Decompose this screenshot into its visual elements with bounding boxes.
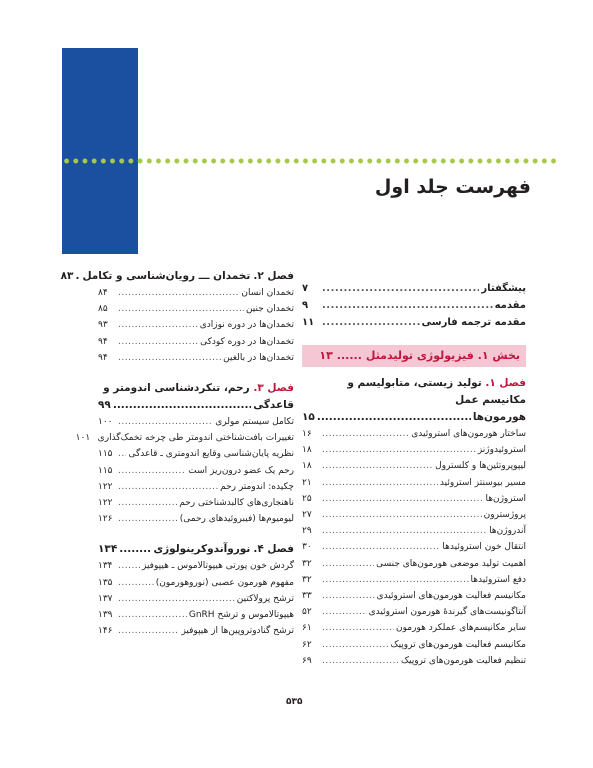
page-number: ۵۳۵ xyxy=(286,697,303,707)
chapter-label: فصل ۴. xyxy=(253,543,294,556)
toc-entry[interactable] xyxy=(98,414,294,430)
toc-entry-title: ترشح گنادوتروپین‌ها از هیپوفیز xyxy=(181,626,294,637)
toc-entry[interactable] xyxy=(98,591,294,607)
toc-leader-dots xyxy=(322,653,399,669)
chapter-title-line2: هورمون‌ها xyxy=(472,411,526,423)
toc-leader-dots xyxy=(118,495,177,511)
toc-entry-title: نظریه پایان‌شناسی وقایع اندومتری ـ قاعدگی xyxy=(128,449,294,460)
toc-leader-dots xyxy=(118,350,221,366)
toc-entry-page: ۱۴۶ xyxy=(98,626,113,637)
chapter-2-heading[interactable] xyxy=(60,268,294,285)
toc-entry[interactable] xyxy=(98,334,294,350)
toc-entry-page: ۱۳۴ xyxy=(98,561,113,572)
toc-entry-page: ۱۶ xyxy=(302,429,312,439)
toc-entry-page: ۲۹ xyxy=(302,526,312,537)
toc-entry-title: تخمدان انسان xyxy=(241,288,294,298)
toc-entry-title: سایر مکانیسم‌های عملکرد هورمون xyxy=(396,623,526,634)
chapter-3-items xyxy=(75,414,294,527)
toc-entry[interactable] xyxy=(302,491,526,507)
toc-entry[interactable] xyxy=(302,280,526,297)
toc-leader-dots xyxy=(118,414,213,430)
toc-entry-title: تخمدان‌ها در دوره نوزادی xyxy=(199,320,294,331)
toc-entry[interactable] xyxy=(302,604,526,620)
section-1-heading[interactable] xyxy=(302,345,526,367)
toc-leader-dots xyxy=(322,637,389,653)
toc-entry-page: ۲۵ xyxy=(302,493,312,504)
toc-entry-page: ۶۱ xyxy=(302,623,312,634)
toc-entry[interactable] xyxy=(302,458,526,474)
toc-entry[interactable] xyxy=(302,637,526,653)
toc-leader-dots xyxy=(322,604,367,620)
toc-entry-title: تغییرات بافت‌شناختی اندومتر طی چرخه تخمک‌گذاری xyxy=(97,433,294,444)
toc-entry[interactable] xyxy=(302,653,526,669)
toc-leader-dots xyxy=(322,475,438,491)
toc-entry-title: ناهنجاری‌های کالبدشناختی رحم xyxy=(179,498,294,509)
chapter-3-heading[interactable] xyxy=(98,380,294,397)
toc-entry-title: مکانیسم فعالیت هورمون‌های تروپیک xyxy=(390,639,526,650)
toc-entry[interactable] xyxy=(302,475,526,491)
toc-entry[interactable] xyxy=(302,572,526,588)
toc-entry-title: استروژن‌ها xyxy=(485,493,526,504)
toc-entry[interactable] xyxy=(98,479,294,495)
toc-entry[interactable] xyxy=(302,442,526,458)
toc-entry-page: ۳۰ xyxy=(302,542,312,553)
toc-entry-title: هیپوتالاموس و ترشح GnRH xyxy=(188,610,294,621)
toc-leader-dots xyxy=(322,314,420,331)
chapter-1-heading-line2[interactable] xyxy=(302,409,526,426)
toc-entry-page: ۱۰۰ xyxy=(98,417,113,428)
toc-entry-page: ۱۱ xyxy=(302,317,315,328)
toc-entry[interactable] xyxy=(302,620,526,636)
toc-leader-dots xyxy=(322,280,479,297)
decorative-blue-block xyxy=(62,48,138,254)
toc-entry[interactable] xyxy=(98,317,294,333)
toc-entry-page: ۳۲ xyxy=(302,558,312,569)
chapter-3-heading-line2[interactable] xyxy=(98,397,294,414)
toc-entry-title: پیشگفتار xyxy=(481,283,526,294)
toc-leader-dots xyxy=(118,334,198,350)
toc-entry[interactable] xyxy=(98,301,294,317)
toc-leader-dots xyxy=(322,523,487,539)
toc-leader-dots xyxy=(322,426,409,442)
toc-entry-page: ۶۲ xyxy=(302,639,312,650)
toc-leader-dots xyxy=(322,588,375,604)
toc-leader-dots xyxy=(118,623,179,639)
toc-entry-title: ساختار هورمون‌های استروئیدی xyxy=(411,429,526,439)
toc-entry-page: ۱۳۵ xyxy=(98,577,113,588)
toc-entry[interactable] xyxy=(302,297,526,314)
toc-leader-dots xyxy=(322,507,482,523)
toc-entry-title: مفهوم هورمون عصبی (نوروهورمون) xyxy=(155,577,294,588)
toc-entry-title: دفع استروئیدها xyxy=(470,574,526,585)
toc-leader-dots xyxy=(322,458,433,474)
toc-entry-title: پروژسترون xyxy=(483,510,526,521)
toc-right-column xyxy=(302,280,526,669)
toc-entry-title: تخمدان جنین xyxy=(245,304,294,315)
toc-entry-page: ۳۳ xyxy=(302,591,312,602)
toc-leader-dots xyxy=(118,558,140,574)
toc-entry-page: ۹۴ xyxy=(98,336,108,347)
toc-entry-title: آنتاگونیست‌های گیرندهٔ هورمون استروئیدی xyxy=(368,607,526,618)
toc-entry-title: تنظیم فعالیت هورمون‌های تروپیک xyxy=(400,655,526,666)
toc-entry[interactable] xyxy=(302,588,526,604)
chapter-label: فصل ۳. xyxy=(253,382,294,395)
section-title: بخش ۱. فیزیولوژی تولیدمثل xyxy=(365,349,520,362)
toc-entry[interactable] xyxy=(302,314,526,331)
toc-entry-page: ۷ xyxy=(302,283,309,294)
toc-entry-title: آندروژن‌ها xyxy=(489,526,526,537)
toc-leader-dots xyxy=(118,575,154,591)
toc-entry-title: تکامل سیستم مولری xyxy=(215,417,294,428)
toc-entry-page: ۱۳۹ xyxy=(98,610,113,621)
toc-entry-title: ترشح پرولاکتین xyxy=(236,593,294,604)
toc-entry-title: گردش خون پورتی هیپوتالاموس ـ هیپوفیز xyxy=(142,561,294,572)
toc-leader-dots xyxy=(322,556,374,572)
chapter-page: ۹۹ xyxy=(98,399,111,412)
toc-leader-dots xyxy=(118,446,126,462)
toc-entry[interactable] xyxy=(98,446,294,462)
chapter-title-line2: قاعدگی xyxy=(253,399,294,412)
toc-leader-dots xyxy=(118,317,198,333)
toc-entry-page: ۱۲۲ xyxy=(98,481,113,492)
toc-entry-title: انتقال خون استروئیدها xyxy=(442,542,526,553)
toc-entry-page: ۶۹ xyxy=(302,655,312,666)
section-dots: ...... xyxy=(336,349,362,362)
toc-leader-dots xyxy=(118,511,178,527)
toc-leader-dots xyxy=(322,620,394,636)
toc-entry[interactable] xyxy=(302,523,526,539)
chapter-label: فصل ۱. xyxy=(485,377,526,389)
toc-entry[interactable] xyxy=(98,623,294,639)
chapter-4-heading[interactable] xyxy=(98,541,294,558)
chapter-separator: . xyxy=(75,270,80,282)
chapter-page: ۱۳۴ xyxy=(98,543,118,556)
toc-entry-page: ۸۴ xyxy=(98,288,108,298)
toc-leader-dots xyxy=(322,572,469,588)
toc-entry-page: ۳۲ xyxy=(302,574,312,585)
toc-leader-dots xyxy=(322,442,476,458)
chapter-label: فصل ۲. xyxy=(253,270,294,282)
toc-entry[interactable] xyxy=(98,575,294,591)
toc-entry[interactable] xyxy=(302,507,526,523)
page-title: فهرست جلد اول xyxy=(374,176,531,198)
toc-entry-title: لیپوپروتئین‌ها و کلسترول xyxy=(435,461,526,472)
toc-leader-dots xyxy=(118,479,218,495)
toc-entry-title: اهمیت تولید موضعی هورمون‌های جنسی xyxy=(376,558,526,569)
toc-entry-page: ۱۸ xyxy=(302,445,312,456)
toc-entry-title: رحم یک عضو درون‌ریز است xyxy=(188,465,294,476)
chapter-page: ۱۵ xyxy=(302,411,315,423)
toc-leader-dots xyxy=(322,491,483,507)
chapter-title-line1: تولید زیستی، متابولیسم و مکانیسم عمل xyxy=(347,377,526,406)
section-page: ۱۳ xyxy=(319,349,333,362)
toc-leader-dots xyxy=(118,301,244,317)
toc-leader-dots xyxy=(118,463,186,479)
chapter-title: نوروآندوکرینولوژی xyxy=(153,543,251,556)
toc-entry-page: ۱۱۵ xyxy=(98,465,113,476)
chapter-1-heading[interactable] xyxy=(302,375,526,409)
chapter-title: تخمدان ـــ رویان‌شناسی و تکامل xyxy=(82,270,251,282)
toc-entry-page: ۱۰۱ xyxy=(75,433,91,444)
toc-entry-title: مقدمه xyxy=(494,300,526,311)
toc-entry[interactable] xyxy=(302,556,526,572)
toc-entry-title: لیومیوم‌ها (فیبروئیدهای رحمی) xyxy=(179,514,294,525)
toc-leader-dots xyxy=(118,591,235,607)
toc-entry-page: ۸۵ xyxy=(98,304,108,315)
toc-entry-page: ۱۳۷ xyxy=(98,593,113,604)
toc-entry[interactable] xyxy=(98,285,294,301)
toc-entry-page: ۱۸ xyxy=(302,461,312,472)
toc-entry-page: ۹۳ xyxy=(98,320,108,331)
toc-entry-page: ۲۷ xyxy=(302,510,312,521)
toc-entry[interactable] xyxy=(302,426,526,442)
chapter-4-items xyxy=(98,558,294,639)
toc-entry-title: مکانیسم فعالیت هورمون‌های استروئیدی xyxy=(376,591,526,602)
toc-leader-dots xyxy=(322,297,493,314)
toc-entry-page: ۱۲۶ xyxy=(98,514,113,525)
chapter-title-line1: رحم، تنکردشناسی اندومتر و xyxy=(103,382,250,395)
chapter-2-items xyxy=(98,285,294,366)
toc-left-column xyxy=(60,268,294,639)
toc-entry[interactable] xyxy=(98,558,294,574)
toc-entry-page: ۱۱۵ xyxy=(98,449,113,460)
chapter-page: ۸۳ xyxy=(60,270,74,282)
toc-entry[interactable] xyxy=(98,350,294,366)
toc-entry[interactable] xyxy=(98,463,294,479)
front-matter-list xyxy=(302,280,526,331)
toc-entry[interactable] xyxy=(75,430,294,446)
dotted-divider xyxy=(62,158,558,164)
toc-entry[interactable] xyxy=(98,607,294,623)
toc-entry-page: ۲۱ xyxy=(302,477,312,488)
toc-leader-dots xyxy=(118,285,239,301)
toc-leader-dots xyxy=(118,607,187,623)
chapter-1-items xyxy=(302,426,526,669)
toc-entry-title: مسیر بیوسنتز استروئید xyxy=(439,477,526,488)
toc-entry-page: ۹ xyxy=(302,300,309,311)
toc-entry-page: ۱۲۲ xyxy=(98,498,113,509)
toc-entry-title: تخمدان‌ها در دوره کودکی xyxy=(200,336,294,347)
toc-leader-dots xyxy=(322,539,440,555)
toc-entry[interactable] xyxy=(98,495,294,511)
toc-entry[interactable] xyxy=(98,511,294,527)
toc-entry[interactable] xyxy=(302,539,526,555)
toc-entry-title: چکیده: اندومتر رحم xyxy=(220,481,294,492)
toc-entry-page: ۹۴ xyxy=(98,352,108,363)
toc-entry-title: مقدمه ترجمه فارسی xyxy=(421,317,526,328)
toc-entry-page: ۵۲ xyxy=(302,607,312,618)
toc-entry-title: تخمدان‌ها در بالغین xyxy=(223,352,294,363)
toc-entry-title: استروئیدوژنز xyxy=(477,445,526,456)
